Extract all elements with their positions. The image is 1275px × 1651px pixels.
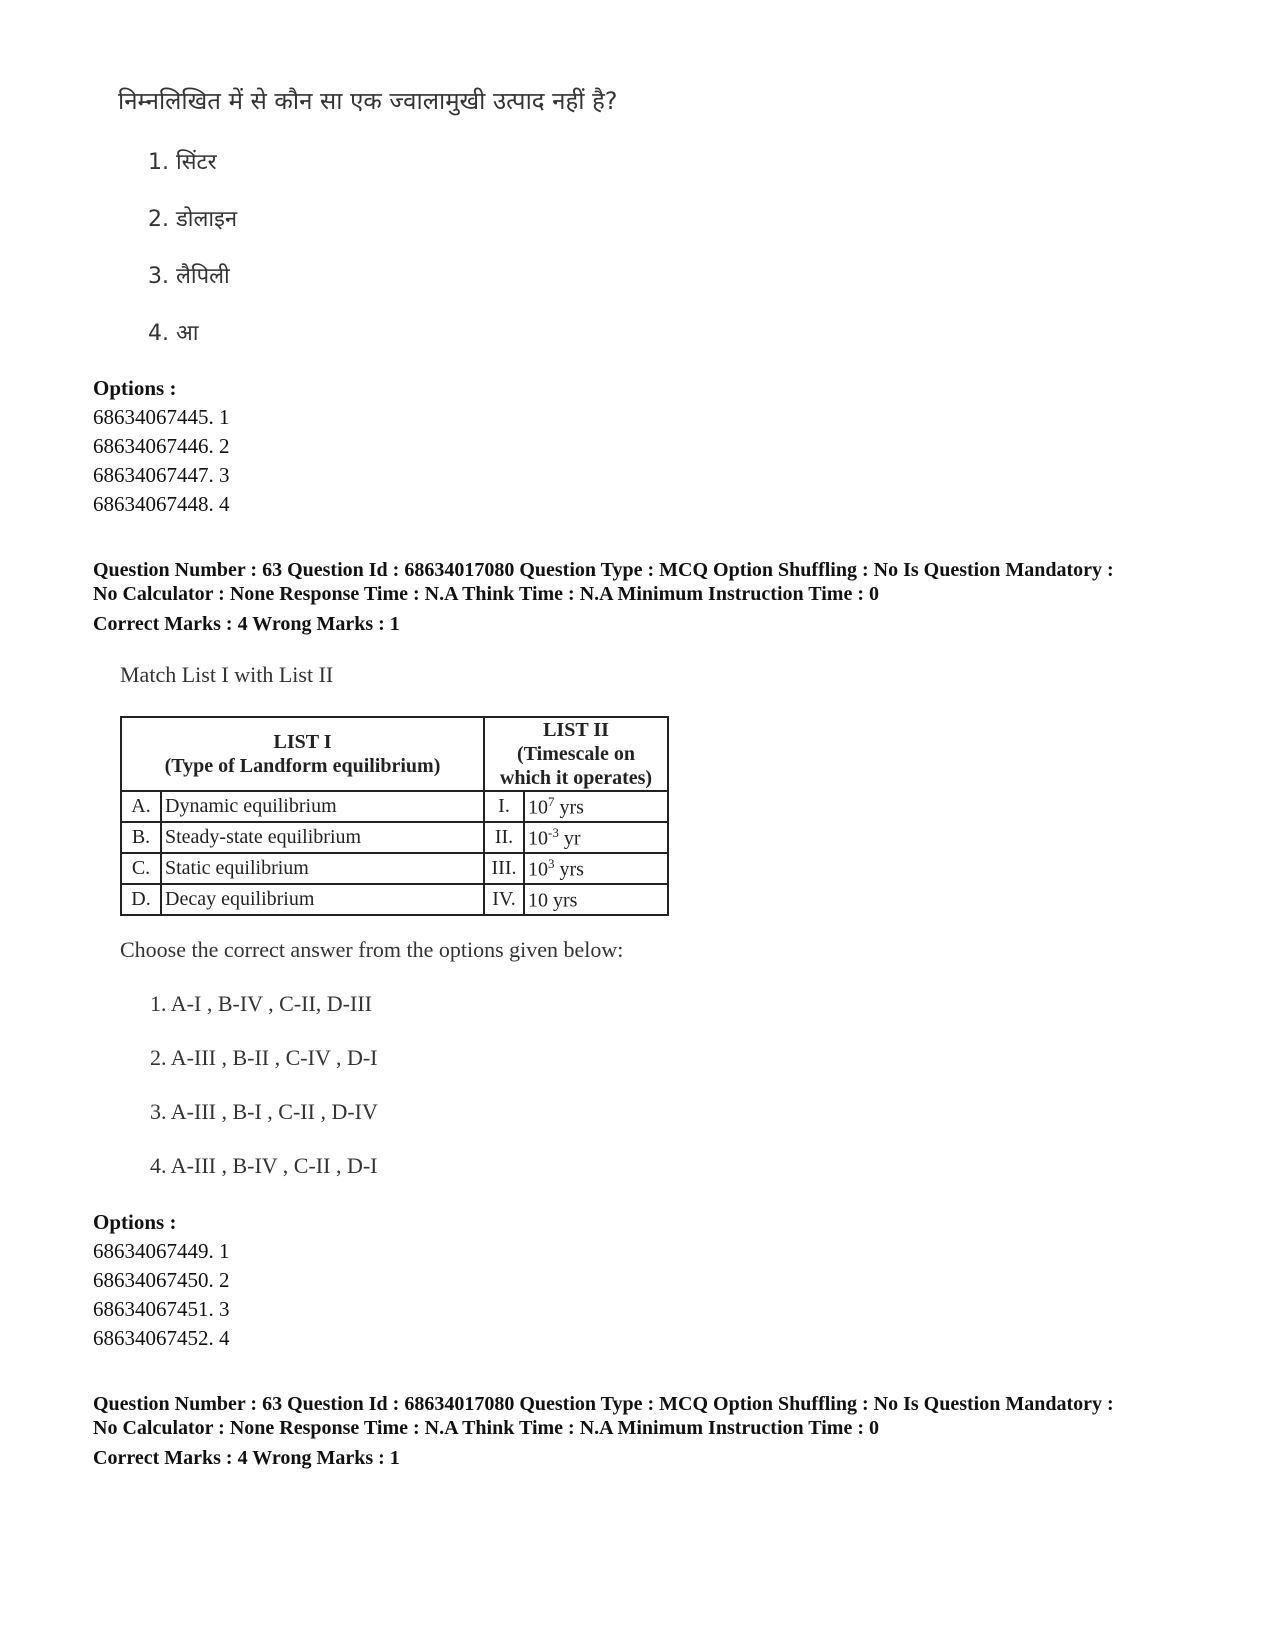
- options-label: Options :: [93, 376, 177, 400]
- choice-3: 3. A-III , B-I , C-II , D-IV: [150, 1099, 378, 1124]
- option-id-2: 68634067450. 2: [93, 1268, 230, 1292]
- option-id-1: 68634067445. 1: [93, 405, 230, 429]
- meta-marks: Correct Marks : 4 Wrong Marks : 1: [93, 1447, 400, 1469]
- question-text-hindi: निम्नलिखित में से कौन सा एक ज्वालामुखी उत्पाद नहीं है?: [118, 87, 618, 115]
- choice-2: 2. A-III , B-II , C-IV , D-I: [150, 1045, 378, 1070]
- meta-marks: Correct Marks : 4 Wrong Marks : 1: [93, 613, 400, 635]
- choice-1: 1. सिंटर: [148, 150, 217, 175]
- match-table: [120, 716, 669, 916]
- meta-line-1: Question Number : 63 Question Id : 68634017080 Question Type : MCQ Option Shuffling : No Is Question Mandatory :: [93, 1393, 1114, 1415]
- choice-3: 3. लैपिली: [148, 264, 230, 289]
- option-id-3: 68634067451. 3: [93, 1297, 230, 1321]
- question-meta: [93, 1392, 1213, 1470]
- choice-4: 4. आ: [148, 321, 199, 346]
- option-id-4: 68634067452. 4: [93, 1326, 230, 1350]
- option-id-1: 68634067449. 1: [93, 1239, 230, 1263]
- choice-2: 2. डोलाइन: [148, 207, 238, 232]
- list1-header: LIST I (Type of Landform equilibrium): [121, 717, 484, 791]
- option-id-4: 68634067448. 4: [93, 492, 230, 516]
- list2-header: LIST II (Timescale on which it operates): [484, 717, 668, 791]
- meta-line-2: No Calculator : None Response Time : N.A Think Time : N.A Minimum Instruction Time : 0: [93, 583, 879, 605]
- match-intro: Match List I with List II: [120, 662, 334, 687]
- option-id-2: 68634067446. 2: [93, 434, 230, 458]
- meta-line-2: No Calculator : None Response Time : N.A Think Time : N.A Minimum Instruction Time : 0: [93, 1417, 879, 1439]
- table-row: B. Steady-state equilibrium II. $10^{-3}$ yr: [121, 822, 668, 853]
- meta-line-1: Question Number : 63 Question Id : 68634017080 Question Type : MCQ Option Shuffling : No Is Question Mandatory :: [93, 559, 1114, 581]
- option-id-3: 68634067447. 3: [93, 463, 230, 487]
- question-meta: [93, 558, 1213, 636]
- choice-4: 4. A-III , B-IV , C-II , D-I: [150, 1153, 378, 1178]
- table-row: A. Dynamic equilibrium I. $10^7$ yrs: [121, 791, 668, 822]
- table-row: D. Decay equilibrium IV. 10 yrs: [121, 884, 668, 915]
- options-label: Options :: [93, 1210, 177, 1234]
- table-row: C. Static equilibrium III. $10^3$ yrs: [121, 853, 668, 884]
- choice-1: 1. A-I , B-IV , C-II, D-III: [150, 991, 372, 1016]
- choose-prompt: Choose the correct answer from the options given below:: [120, 937, 624, 962]
